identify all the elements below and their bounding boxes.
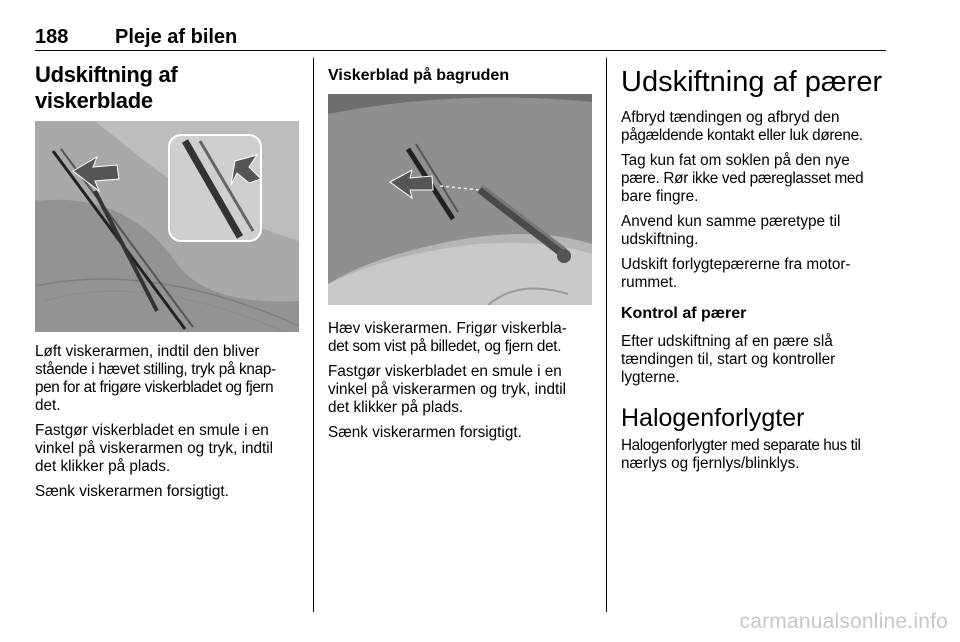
section-heading: Udskiftning af pærer [621, 66, 883, 98]
paragraph-line: stående i hævet stilling, tryk på knap- [35, 361, 276, 378]
paragraph-line: pen for at frigøre viskerbladet og fjern [35, 379, 274, 396]
paragraph-line: tændingen til, start og kontroller [621, 351, 836, 368]
rear-wiper-illustration [328, 94, 592, 305]
paragraph-line: bare fingre. [621, 188, 699, 205]
section-subheading: Kontrol af pærer [621, 305, 747, 322]
paragraph-line: det som vist på billedet, og fjern det. [328, 338, 562, 355]
paragraph-line: vinkel på viskerarmen og tryk, indtil [328, 381, 567, 398]
paragraph-line: pågældende kontakt eller luk dørene. [621, 127, 863, 144]
section-heading: Halogenforlygter [621, 404, 805, 432]
header-rule [35, 50, 886, 51]
column-bulb-replacement [621, 56, 889, 473]
paragraph-line: Efter udskiftning af en pære slå [621, 333, 833, 350]
paragraph-line: Udskift forlygtepærerne fra motor- [621, 256, 851, 273]
paragraph-line: Fastgør viskerbladet en smule i en [328, 363, 562, 380]
column-wiper-blades [35, 56, 299, 501]
paragraph-line: det. [35, 397, 61, 414]
page-number: 188 [35, 26, 69, 48]
paragraph-line: Tag kun fat om soklen på den nye [621, 152, 850, 169]
paragraph-line: udskiftning. [621, 231, 699, 248]
chapter-title: Pleje af bilen [115, 26, 238, 48]
paragraph-line: nærlys og fjernlys/blinklys. [621, 455, 800, 472]
paragraph-line: Fastgør viskerbladet en smule i en [35, 422, 269, 439]
column-divider-2 [606, 58, 607, 612]
watermark-text: carmanualsonline.info [739, 610, 948, 633]
paragraph-line: Løft viskerarmen, indtil den bliver [35, 343, 260, 360]
windshield-wiper-illustration [35, 121, 299, 332]
paragraph-line: Hæv viskerarmen. Frigør viskerbla- [328, 320, 567, 337]
paragraph-line: det klikker på plads. [35, 458, 171, 475]
paragraph-line: rummet. [621, 274, 678, 291]
paragraph-line: vinkel på viskerarmen og tryk, indtil [35, 440, 274, 457]
page-header [35, 26, 886, 52]
section-subheading: Viskerblad på bagruden [328, 67, 510, 84]
paragraph-line: Halogenforlygter med separate hus til [621, 437, 861, 454]
paragraph-line: pære. Rør ikke ved pæreglasset med [621, 170, 864, 187]
section-heading: Udskiftning af viskerblade [35, 62, 178, 113]
paragraph-line: Afbryd tændingen og afbryd den [621, 109, 840, 126]
paragraph-line: Sænk viskerarmen forsigtigt. [35, 483, 229, 500]
column-rear-wiper [328, 56, 592, 442]
paragraph-line: Anvend kun samme pæretype til [621, 213, 841, 230]
paragraph-line: lygterne. [621, 369, 680, 386]
paragraph-line: Sænk viskerarmen forsigtigt. [328, 424, 522, 441]
paragraph-line: det klikker på plads. [328, 399, 464, 416]
column-divider-1 [313, 58, 314, 612]
